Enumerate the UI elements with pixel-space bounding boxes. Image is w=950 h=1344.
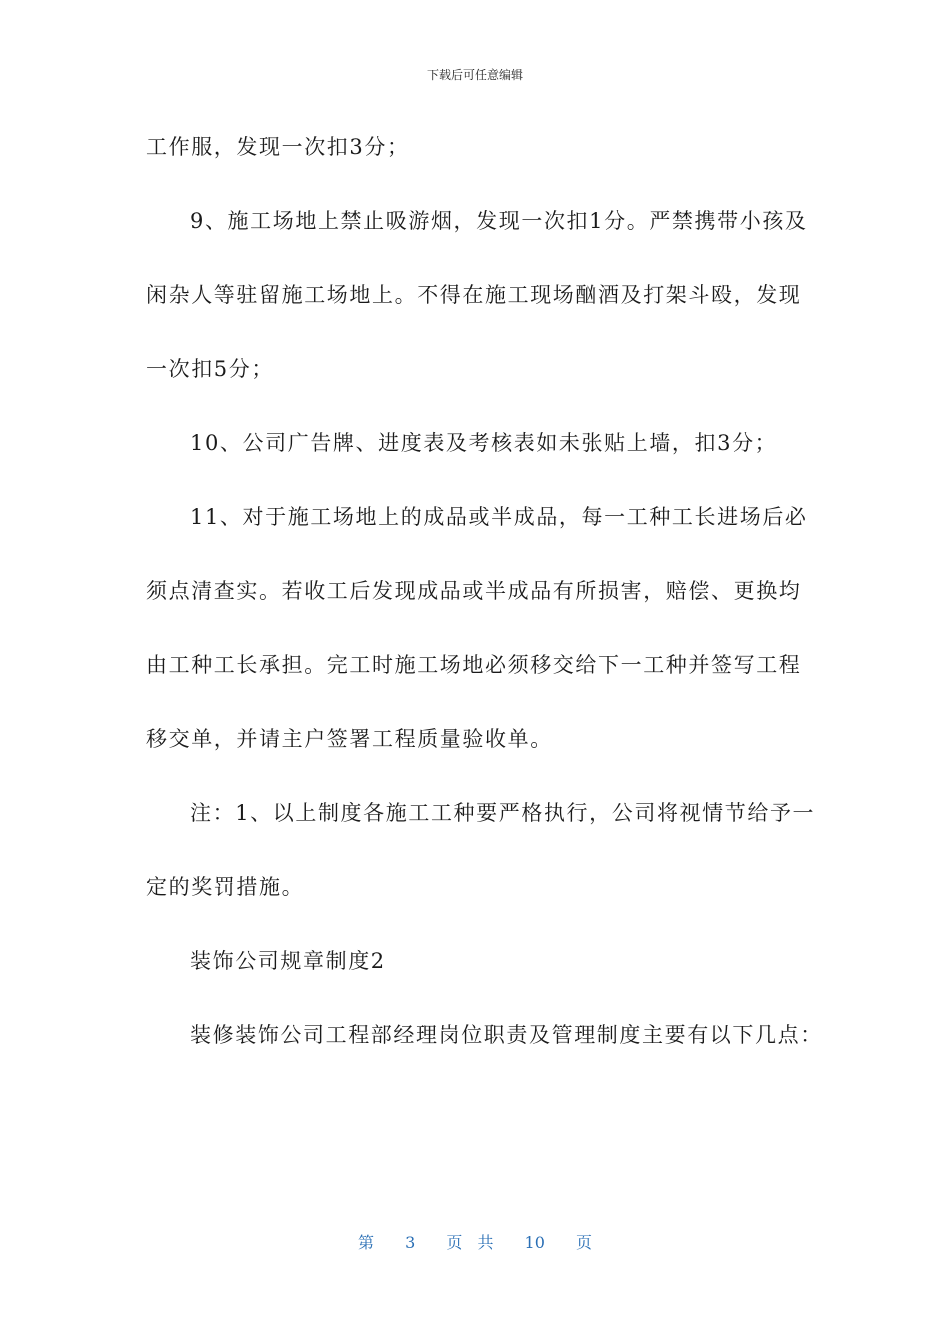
page-footer [0,1230,950,1253]
total-pages-number: 10 [524,1233,545,1252]
text-line: 一次扣5分； [146,357,274,381]
text-line: 定的奖罚措施。 [146,875,305,899]
page-header-note: 下载后可任意编辑 [426,68,523,82]
text-line: 11、对于施工场地上的成品或半成品，每一工种工长进场后必 [190,505,808,529]
page-label-prefix: 第 [357,1233,374,1252]
text-line: 闲杂人等驻留施工场地上。不得在施工现场酗酒及打架斗殴，发现 [146,283,802,307]
text-line: 装修装饰公司工程部经理岗位职责及管理制度主要有以下几点： [190,1023,823,1047]
text-line: 10、公司广告牌、进度表及考核表如未张贴上墙，扣3分； [190,431,778,455]
text-line: 须点清查实。若收工后发现成品或半成品有所损害，赔偿、更换均 [146,579,802,603]
section-heading: 装饰公司规章制度2 [190,949,386,973]
page-label-mid: 页 共 [446,1233,494,1252]
text-line: 工作服，发现一次扣3分； [146,135,410,159]
text-line: 9、施工场地上禁止吸游烟，发现一次扣1分。严禁携带小孩及 [190,209,808,233]
document-body [146,110,823,1072]
page-label-suffix: 页 [576,1233,593,1252]
text-line: 由工种工长承担。完工时施工场地必须移交给下一工种并签写工程 [146,653,802,677]
current-page-number: 3 [405,1233,416,1252]
text-line: 注：1、以上制度各施工工种要严格执行，公司将视情节给予一 [190,801,816,825]
text-line: 移交单，并请主户签署工程质量验收单。 [146,727,553,751]
